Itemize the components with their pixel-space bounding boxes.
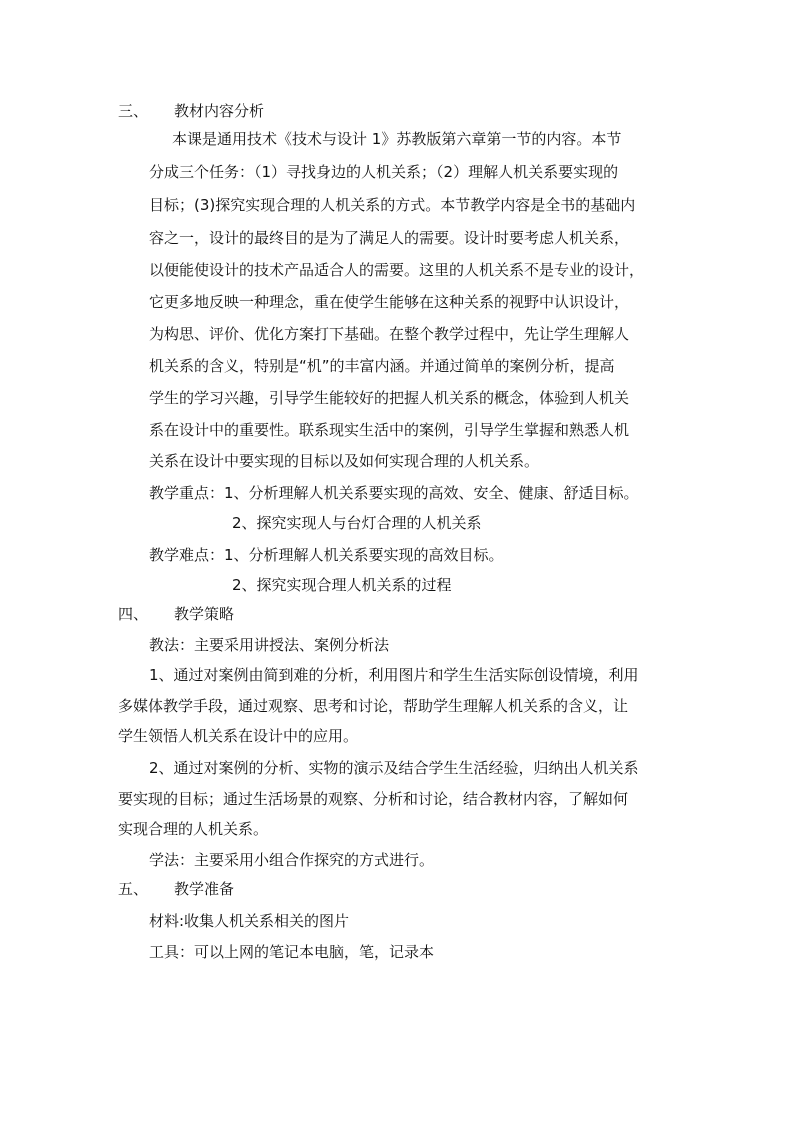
paragraph-line: 以便能使设计的技术产品适合人的需要。这里的人机关系不是专业的设计， — [149, 261, 645, 279]
paragraph-line: 工具：可以上网的笔记本电脑，笔，记录本 — [149, 943, 435, 961]
section-number: 五、 — [118, 880, 149, 898]
paragraph-line: 目标；(3)探究实现合理的人机关系的方式。本节教学内容是全书的基础内 — [149, 196, 636, 214]
paragraph-line: 它更多地反映一种理念，重在使学生能够在这种关系的视野中认识设计， — [149, 293, 630, 311]
section-title: 教学策略 — [174, 605, 235, 623]
section-number: 三、 — [118, 102, 149, 120]
section-heading-5 — [118, 878, 234, 900]
paragraph-line: 本课是通用技术《技术与设计 1》苏教版第六章第一节的内容。本节 — [172, 130, 622, 148]
paragraph-line: 2、通过对案例的分析、实物的演示及结合学生生活经验，归纳出人机关系 — [149, 759, 639, 777]
key-points-line-1: 教学重点：1、分析理解人机关系要实现的高效、安全、健康、舒适目标。 — [149, 484, 639, 502]
difficult-points-line-1: 教学难点：1、分析理解人机关系要实现的高效目标。 — [149, 546, 504, 564]
section-heading-3 — [118, 100, 264, 122]
paragraph-line: 系在设计中的重要性。联系现实生活中的案例，引导学生掌握和熟悉人机 — [149, 421, 630, 439]
paragraph-line: 容之一，设计的最终目的是为了满足人的需要。设计时要考虑人机关系， — [149, 229, 630, 247]
section-title: 教学准备 — [174, 880, 235, 898]
paragraph-line: 教法：主要采用讲授法、案例分析法 — [149, 636, 390, 654]
paragraph-line: 材料:收集人机关系相关的图片 — [149, 912, 350, 930]
section-title: 教材内容分析 — [174, 102, 265, 120]
paragraph-line: 多媒体教学手段，通过观察、思考和讨论，帮助学生理解人机关系的含义，让 — [118, 697, 629, 715]
paragraph-line: 学生的学习兴趣，引导学生能较好的把握人机关系的概念，体验到人机关 — [149, 389, 630, 407]
paragraph-line: 关系在设计中要实现的目标以及如何实现合理的人机关系。 — [149, 452, 540, 470]
paragraph-line: 要实现的目标；通过生活场景的观察、分析和讨论，结合教材内容，了解如何 — [118, 790, 629, 808]
paragraph-line: 机关系的含义，特别是“机”的丰富内涵。并通过简单的案例分析，提高 — [149, 357, 615, 375]
paragraph-line: 为构思、评价、优化方案打下基础。在整个教学过程中，先让学生理解人 — [149, 325, 630, 343]
section-heading-4 — [118, 603, 234, 625]
paragraph-line: 学法：主要采用小组合作探究的方式进行。 — [149, 851, 435, 869]
paragraph-line: 1、通过对案例由简到难的分析，利用图片和学生生活实际创设情境，利用 — [149, 666, 639, 684]
paragraph-line: 学生领悟人机关系在设计中的应用。 — [118, 727, 359, 745]
paragraph-line: 分成三个任务：（1）寻找身边的人机关系；（2）理解人机关系要实现的 — [149, 163, 619, 181]
difficult-points-line-2: 2、探究实现合理人机关系的过程 — [232, 576, 452, 594]
section-number: 四、 — [118, 605, 149, 623]
paragraph-line: 实现合理的人机关系。 — [118, 820, 269, 838]
key-points-line-2: 2、探究实现人与台灯合理的人机关系 — [232, 514, 482, 532]
